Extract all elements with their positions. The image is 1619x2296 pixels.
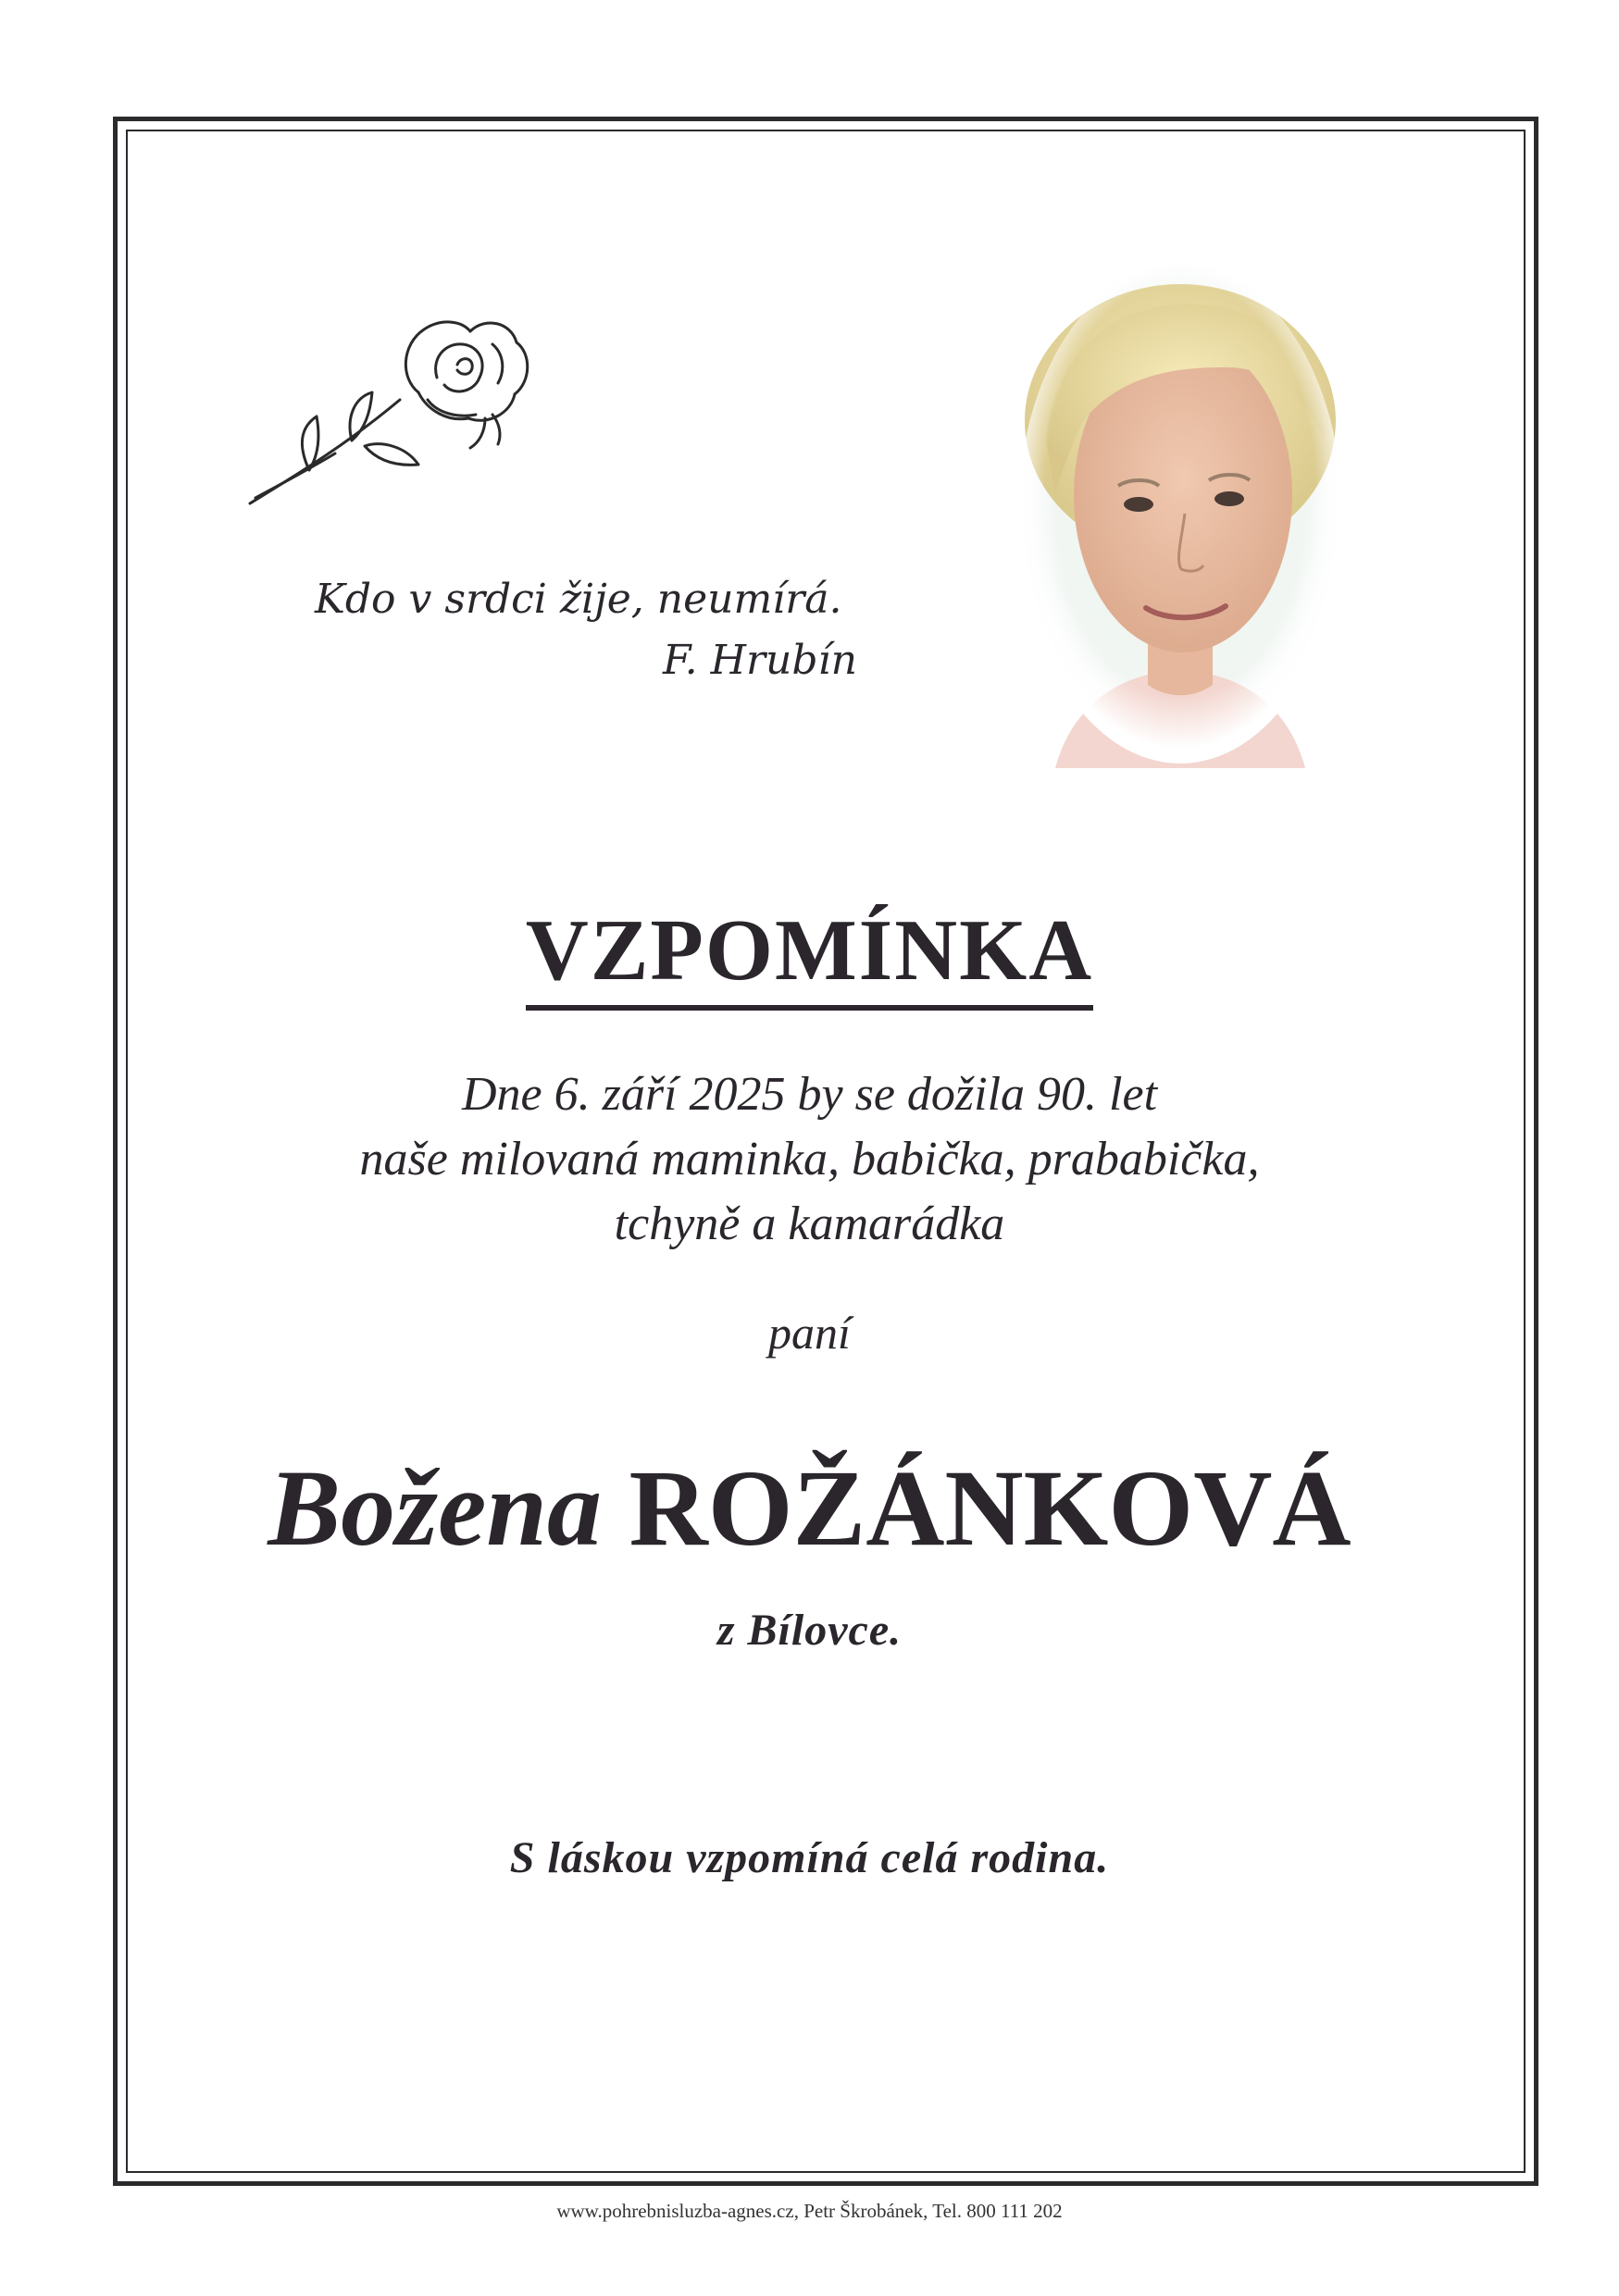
announcement-block [0, 1062, 1619, 1257]
closing-line: S láskou vzpomíná celá rodina. [509, 1833, 1110, 1882]
rose-icon [243, 289, 548, 520]
announcement-line-1: Dne 6. září 2025 by se dožila 90. let [461, 1068, 1158, 1121]
quote-author: F. Hrubín [663, 637, 857, 684]
footer-contact: www.pohrebnisluzba-agnes.cz, Petr Škrobánek, Tel. 800 111 202 [556, 2200, 1063, 2222]
first-name: Božena [268, 1447, 602, 1569]
page-title-text: VZPOMÍNKA [526, 900, 1093, 1011]
portrait-photo [1018, 264, 1342, 768]
person-name [0, 1444, 1619, 1573]
quote-block [315, 569, 870, 691]
last-name: ROŽÁNKOVÁ [629, 1447, 1351, 1569]
page-title [0, 900, 1619, 1011]
announcement-line-2: naše milovaná maminka, babička, prababička, [359, 1133, 1260, 1185]
announcement-line-3: tchyně a kamarádka [614, 1198, 1005, 1250]
origin-line: z Bílovce. [716, 1606, 903, 1655]
title-prefix: paní [768, 1307, 851, 1359]
quote-text: Kdo v srdci žije, neumírá. [315, 576, 842, 623]
